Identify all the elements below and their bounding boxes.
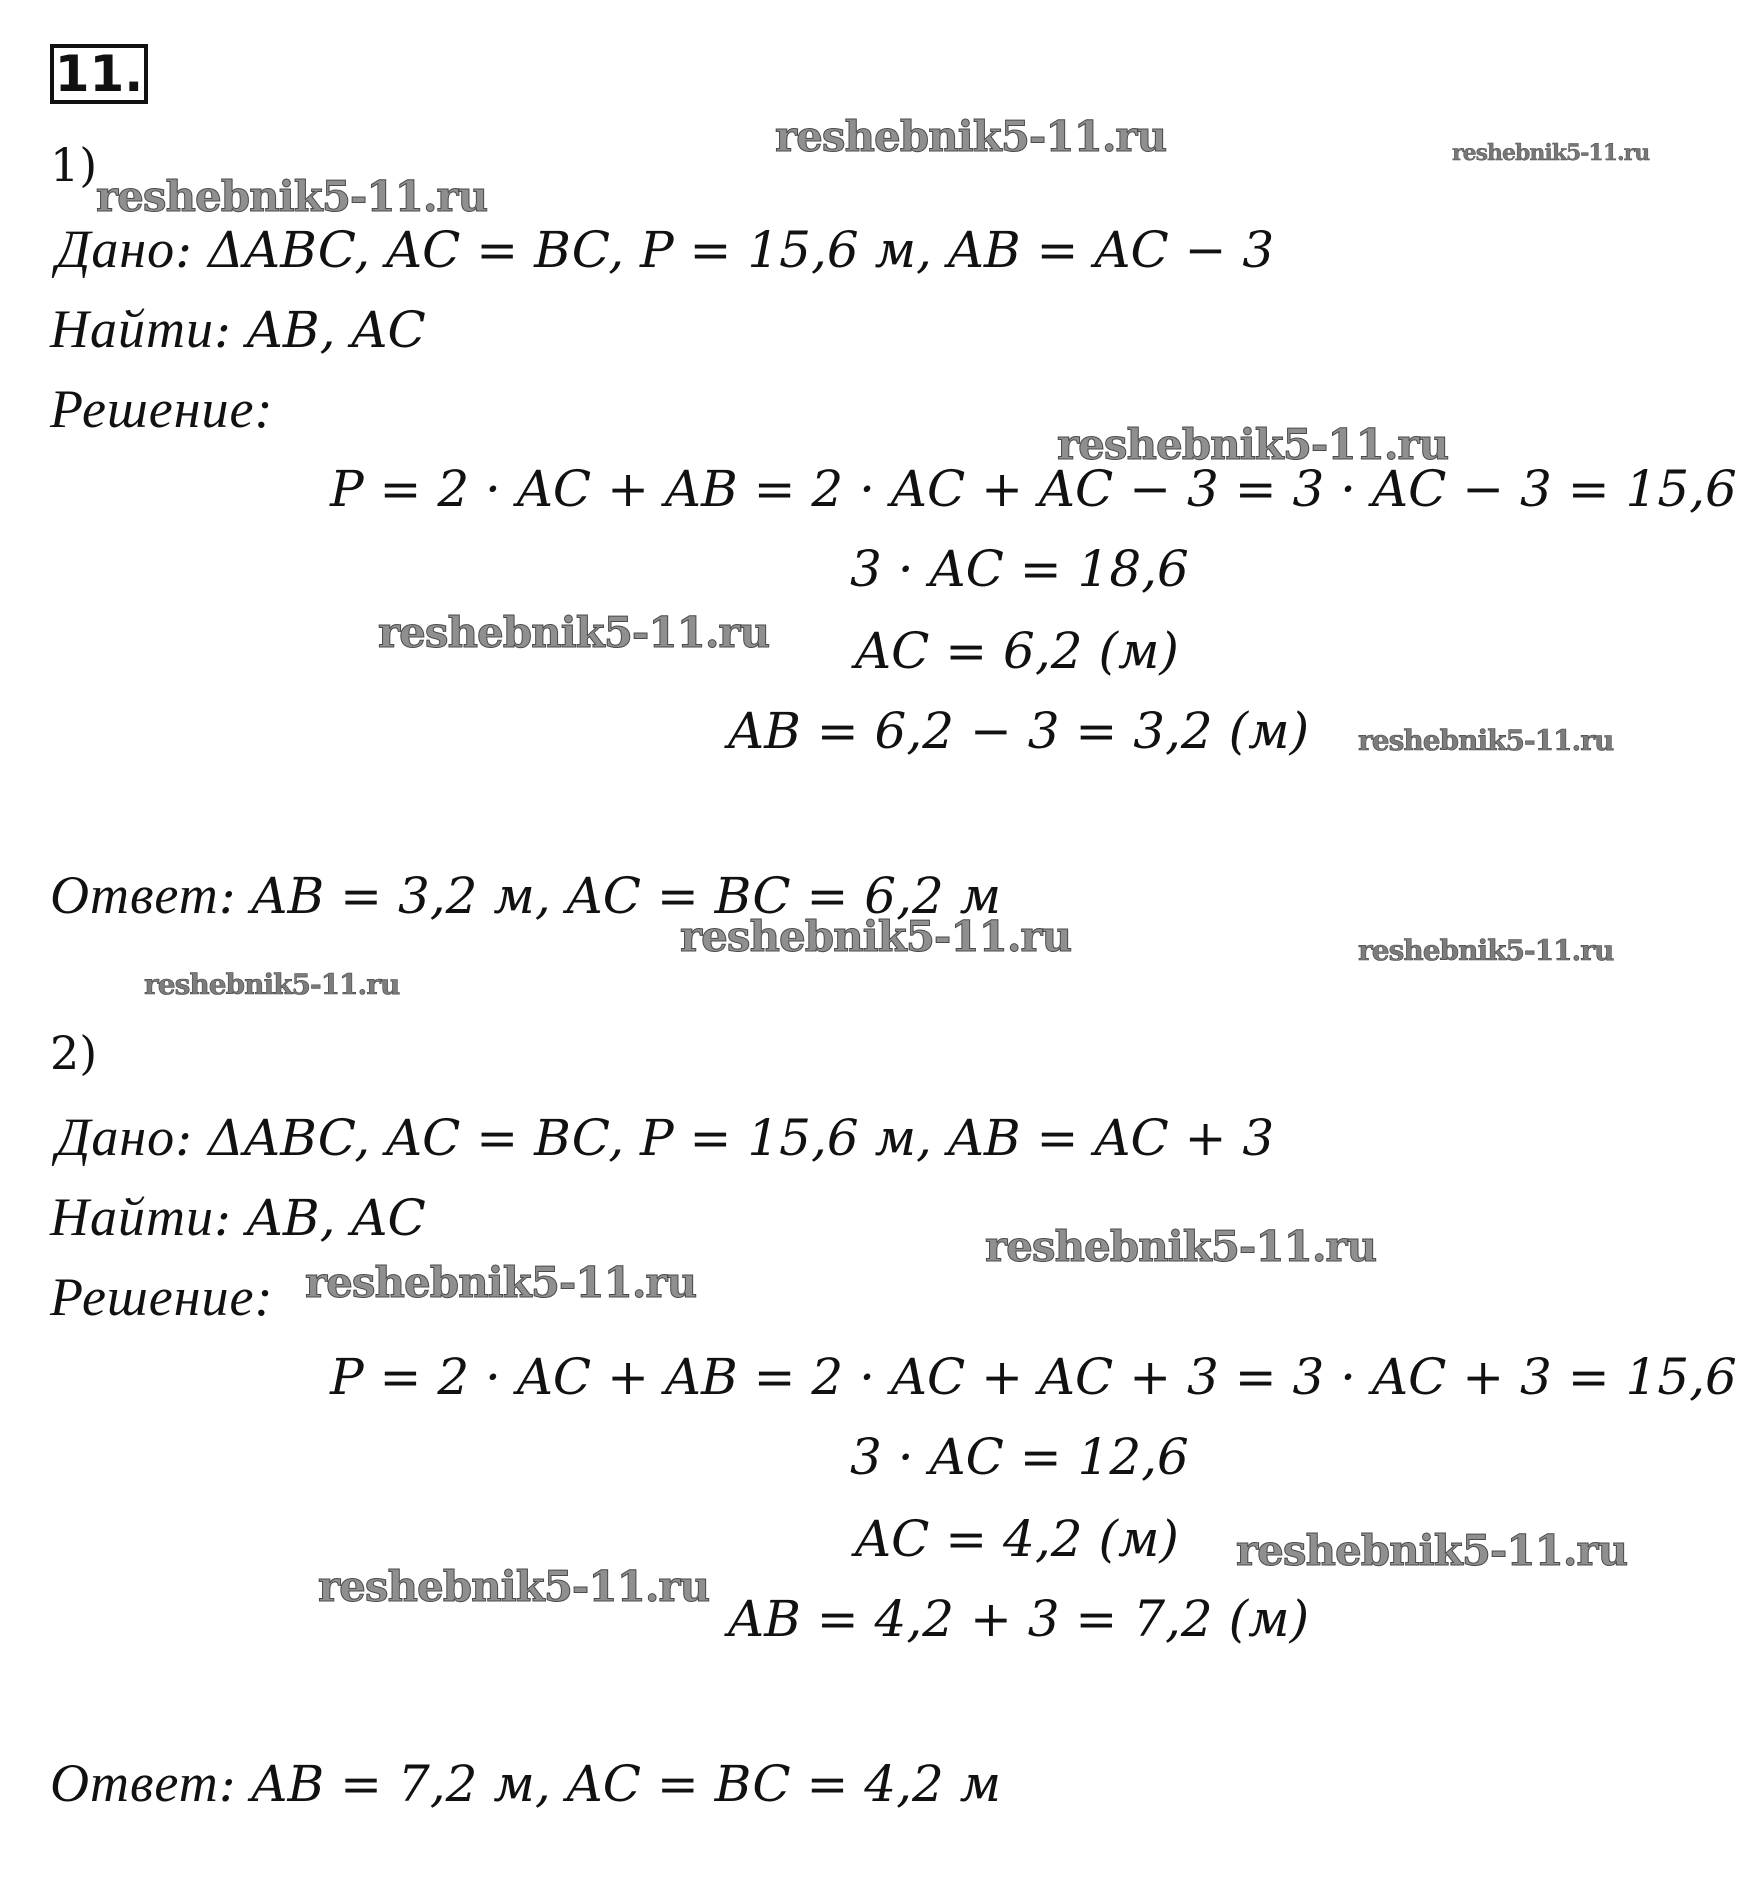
- part2-answer: [50, 1752, 1001, 1814]
- watermark: reshebnik5-11.ru: [775, 112, 1167, 161]
- watermark: reshebnik5-11.ru: [96, 172, 488, 221]
- part1-find: [50, 298, 426, 360]
- watermark: reshebnik5-11.ru: [144, 968, 400, 1001]
- part1-solution-label: Решение:: [50, 379, 274, 439]
- part2-equation-3: AC = 4,2 (м): [855, 1510, 1179, 1568]
- part2-equation-4: AB = 4,2 + 3 = 7,2 (м): [728, 1590, 1310, 1648]
- watermark: reshebnik5-11.ru: [1452, 140, 1650, 166]
- watermark: reshebnik5-11.ru: [985, 1222, 1377, 1271]
- watermark: reshebnik5-11.ru: [1358, 724, 1614, 757]
- answer-text: : AB = 3,2 м, AC = BC = 6,2 м: [218, 867, 1002, 925]
- find-text: : AB, AC: [214, 1189, 426, 1247]
- given-text: : ΔABC, AC = BC, P = 15,6 м, AB = AC + 3: [175, 1109, 1275, 1167]
- answer-text: : AB = 7,2 м, AC = BC = 4,2 м: [218, 1755, 1002, 1813]
- given-label: Дано: [56, 1107, 176, 1167]
- given-label: Дано: [56, 219, 176, 279]
- part1-equation-4: AB = 6,2 − 3 = 3,2 (м): [728, 702, 1310, 760]
- part2-given: [56, 1106, 1274, 1168]
- answer-label: Ответ: [50, 1753, 219, 1813]
- part1-given: [56, 218, 1274, 280]
- part1-label: 1): [50, 138, 98, 192]
- answer-label: Ответ: [50, 865, 219, 925]
- given-text: : ΔABC, AC = BC, P = 15,6 м, AB = AC − 3: [175, 221, 1275, 279]
- watermark: reshebnik5-11.ru: [1358, 934, 1614, 967]
- watermark: reshebnik5-11.ru: [318, 1562, 710, 1611]
- part2-find: [50, 1186, 426, 1248]
- part2-equation-2: 3 · AC = 12,6: [850, 1428, 1189, 1486]
- part1-equation-1: P = 2 · AC + AB = 2 · AC + AC − 3 = 3 · AC − 3 = 15,6: [330, 460, 1737, 518]
- watermark: reshebnik5-11.ru: [680, 912, 1072, 961]
- part2-label: 2): [50, 1026, 98, 1080]
- watermark: reshebnik5-11.ru: [1236, 1526, 1628, 1575]
- find-label: Найти: [50, 299, 214, 359]
- find-text: : AB, AC: [214, 301, 426, 359]
- part2-equation-1: P = 2 · AC + AB = 2 · AC + AC + 3 = 3 · AC + 3 = 15,6: [330, 1348, 1737, 1406]
- find-label: Найти: [50, 1187, 214, 1247]
- part1-equation-2: 3 · AC = 18,6: [850, 540, 1189, 598]
- part2-solution-label: Решение:: [50, 1267, 274, 1327]
- part1-equation-3: AC = 6,2 (м): [855, 622, 1179, 680]
- watermark: reshebnik5-11.ru: [305, 1258, 697, 1307]
- problem-number: 11.: [50, 44, 148, 104]
- watermark: reshebnik5-11.ru: [1057, 420, 1449, 469]
- watermark: reshebnik5-11.ru: [378, 608, 770, 657]
